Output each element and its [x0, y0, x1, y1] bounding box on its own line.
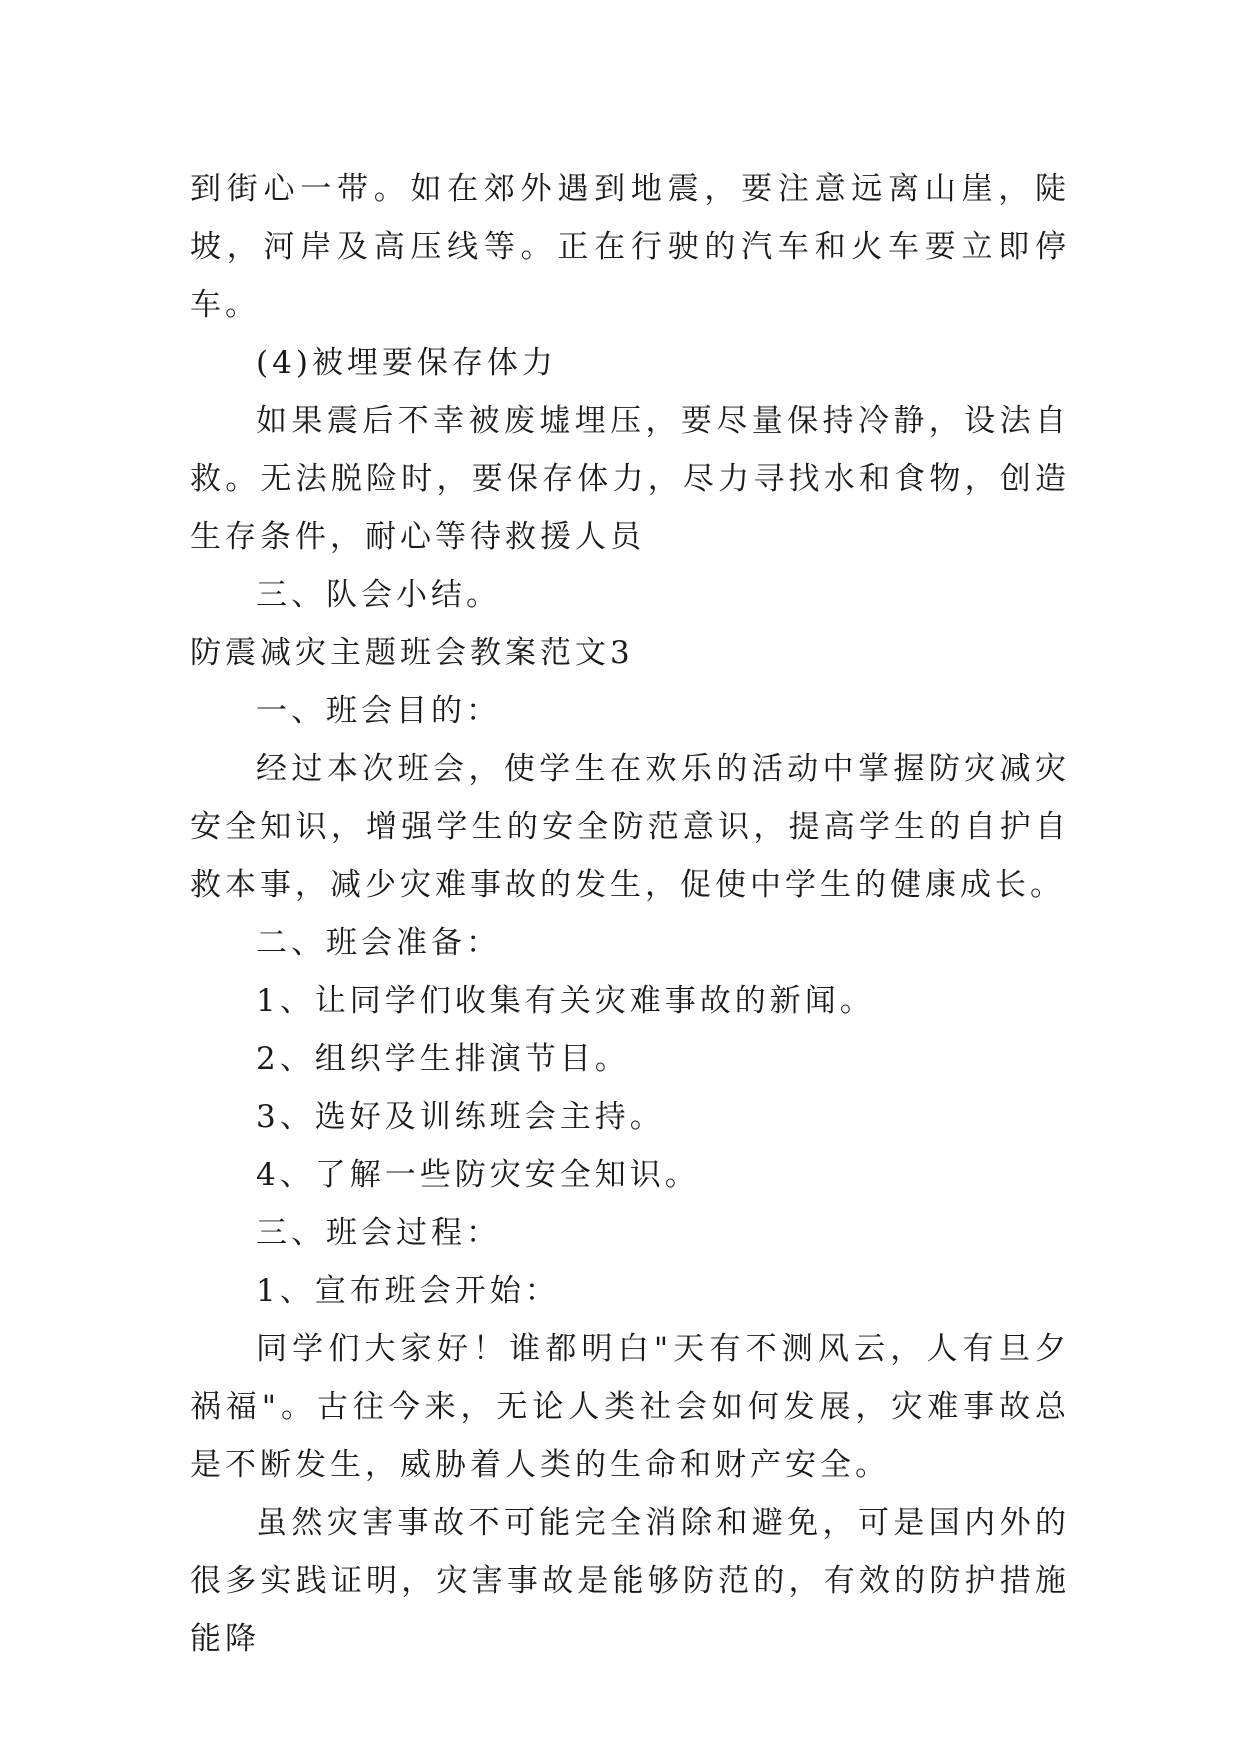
- list-item-preparation-2: 2、组织学生排演节目。: [256, 1041, 630, 1077]
- paragraph-buried-advice: 如果震后不幸被废墟埋压，要尽量保持冷静，设法自救。无法脱险时，要保存体力，尽力寻找水和食物，创造生存条件，耐心等待救援人员: [190, 403, 1070, 555]
- paragraph-purpose: 经过本次班会，使学生在欢乐的活动中掌握防灾减灾安全知识，增强学生的安全防范意识，提高学生的自护自救本事，减少灾难事故的发生，促使中学生的健康成长。: [190, 751, 1070, 903]
- list-item-process-1: 1、宣布班会开始：: [256, 1273, 560, 1309]
- paragraph-disaster-prevention: 虽然灾害事故不可能完全消除和避免，可是国内外的很多实践证明，灾害事故是能够防范的，有效的防护措施能降: [190, 1505, 1070, 1657]
- document-body: [190, 160, 1070, 1668]
- list-item-preparation-3: 3、选好及训练班会主持。: [256, 1099, 665, 1135]
- heading-meeting-process: 三、班会过程：: [256, 1215, 501, 1251]
- paragraph-continuation: 到街心一带。如在郊外遇到地震，要注意远离山崖，陡坡，河岸及高压线等。正在行驶的汽车和火车要立即停车。: [190, 171, 1070, 323]
- paragraph-opening-speech: 同学们大家好！谁都明白"天有不测风云，人有旦夕祸福"。古往今来，无论人类社会如何发展，灾难事故总是不断发生，威胁着人类的生命和财产安全。: [190, 1331, 1070, 1483]
- section-title: 防震减灾主题班会教案范文3: [190, 635, 634, 671]
- list-item-preparation-4: 4、了解一些防灾安全知识。: [256, 1157, 700, 1193]
- list-item-preparation-1: 1、让同学们收集有关灾难事故的新闻。: [256, 983, 875, 1019]
- heading-meeting-purpose: 一、班会目的：: [256, 693, 501, 729]
- heading-meeting-summary: 三、队会小结。: [256, 577, 501, 613]
- heading-meeting-preparation: 二、班会准备：: [256, 925, 501, 961]
- subheading-buried-save-energy: (4)被埋要保存体力: [256, 345, 557, 381]
